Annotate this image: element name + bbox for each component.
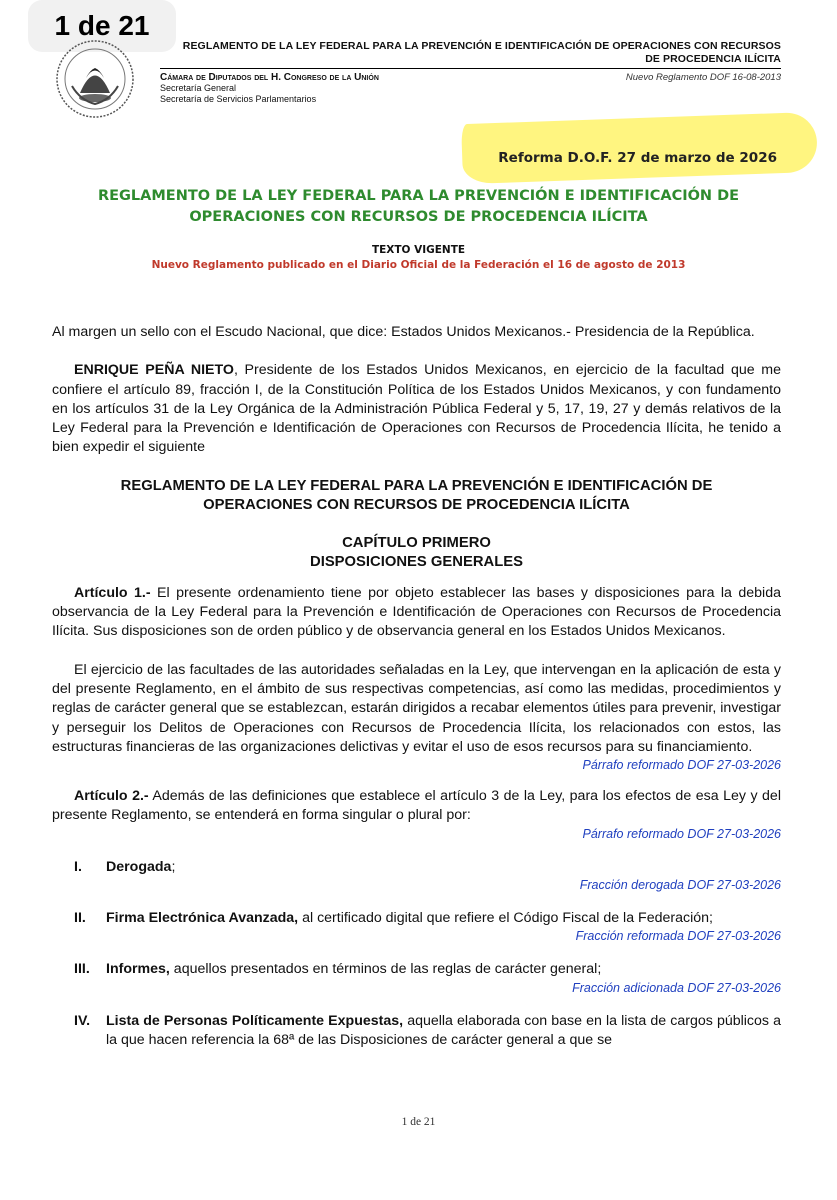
reforma-date: Reforma D.O.F. 27 de marzo de 2026: [498, 150, 777, 166]
page-footer: 1 de 21: [401, 1116, 436, 1128]
amendment-note: Párrafo reformado DOF 27-03-2026: [582, 826, 781, 841]
header-divider: [160, 68, 781, 69]
chapter-heading: CAPÍTULO PRIMERO DISPOSICIONES GENERALES: [310, 534, 523, 570]
article-1: Artículo 1.- El presente ordenamiento tiene por objeto establecer las bases y disposiciones para la debida observancia de la Ley Federal para la Prevención e Identificación de Operaciones con Recursos de Procedencia Ilícita. Sus disposiciones son de orden público y de observancia general en los Estados Unidos Mexicanos.: [52, 584, 781, 640]
page-counter-badge: 1 de 21: [28, 0, 176, 52]
article-1-paragraph-2: El ejercicio de las facultades de las autoridades señaladas en la Ley, que intervengan en la aplicación de esta y del presente Reglamento, en el ámbito de sus respectivas competencias, así como las medidas, procedimientos y reglas de carácter general que se establezcan, estarán dirigidos a recabar elementos útiles para prevenir, investigar y perseguir los Delitos de Operaciones con Recursos de Procedencia Ilícita, los relacionados con estos, las estructuras financieras de las organizaciones delictivas y evitar el uso de esos recursos para su financiamiento.: [52, 661, 781, 755]
header-title: REGLAMENTO DE LA LEY FEDERAL PARA LA PREVENCIÓN E IDENTIFICACIÓN DE OPERACIONES CON RECURSOS DE PROCEDENCIA ILÍCITA: [182, 40, 781, 65]
document-title: REGLAMENTO DE LA LEY FEDERAL PARA LA PREVENCIÓN E IDENTIFICACIÓN DE OPERACIONES CON RECURSOS DE PROCEDENCIA ILÍCITA: [97, 188, 740, 225]
highlighter-mark: [461, 112, 818, 184]
paragraph-preamble: ENRIQUE PEÑA NIETO, Presidente de los Estados Unidos Mexicanos, en ejercicio de la facultad que me confiere el artículo 89, fracción I, de la Constitución Política de los Estados Unidos Mexicanos, y con fundamento en los artículos 31 de la Ley Orgánica de la Administración Pública Federal y 5, 17, 19, 27 y demás relativos de la Ley Federal para la Prevención e Identificación de Operaciones con Recursos de Procedencia Ilícita, he tenido a bien expedir el siguiente: [52, 362, 781, 456]
amendment-note: Fracción reformada DOF 27-03-2026: [575, 929, 781, 944]
texto-vigente-label: TEXTO VIGENTE: [371, 244, 466, 256]
fraccion-i: I. Derogada;: [74, 858, 176, 875]
amendment-note: Fracción derogada DOF 27-03-2026: [579, 878, 781, 893]
fraccion-ii: II. Firma Electrónica Avanzada, al certificado digital que refiere el Código Fiscal de la Federación;: [74, 910, 713, 927]
header-dof-reference: Nuevo Reglamento DOF 16-08-2013: [625, 72, 781, 83]
escudo-nacional-icon: [50, 38, 140, 120]
publication-note: Nuevo Reglamento publicado en el Diario Oficial de la Federación el 16 de agosto de 2013: [151, 259, 686, 271]
article-2: Artículo 2.- Además de las definiciones que establece el artículo 3 de la Ley, para los efectos de esa Ley y del presente Reglamento, se entenderá en forma singular o plural por:: [52, 788, 781, 824]
amendment-note: Párrafo reformado DOF 27-03-2026: [582, 758, 781, 773]
fraccion-iii: III. Informes, aquellos presentados en términos de las reglas de carácter general;: [74, 961, 602, 978]
fraccion-iv: IV. Lista de Personas Políticamente Expuestas, aquella elaborada con base en la lista de cargos públicos a la que hacen referencia la 68ª de las Disposiciones de carácter general a que se: [74, 1012, 781, 1048]
amendment-note: Fracción adicionada DOF 27-03-2026: [572, 980, 781, 995]
section-title: REGLAMENTO DE LA LEY FEDERAL PARA LA PREVENCIÓN E IDENTIFICACIÓN DE OPERACIONES CON RECURSOS DE PROCEDENCIA ILÍCITA: [120, 477, 713, 513]
document-body: [52, 323, 781, 1050]
header-organization: Cámara de Diputados del H. Congreso de la Unión Secretaría General Secretaría de Servicios Parlamentarios: [160, 72, 379, 104]
paragraph-margen: Al margen un sello con el Escudo Nacional, que dice: Estados Unidos Mexicanos.- Presidencia de la República.: [52, 324, 755, 340]
